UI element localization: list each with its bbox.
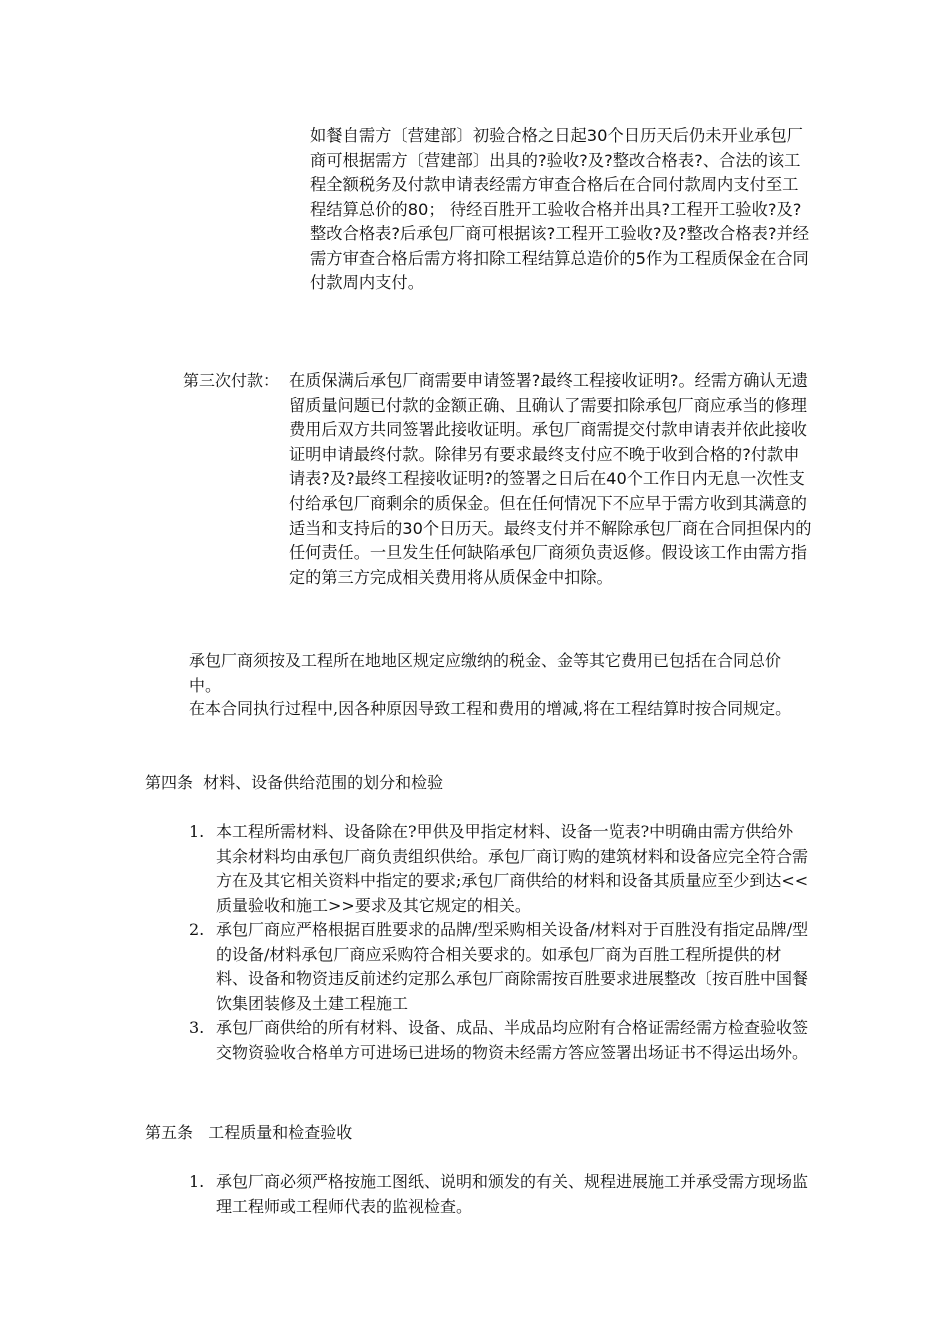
list-item-number: 2. [189, 920, 205, 939]
list-item [189, 1016, 809, 1065]
cost-change-paragraph: 在本合同执行过程中,因各种原因导致工程和费用的增减,将在工程结算时按合同规定。 [189, 699, 792, 718]
list-item [189, 918, 809, 1016]
tax-paragraph: 承包厂商须按及工程所在地地区规定应缴纳的税金、金等其它费用已包括在合同总价中。 [189, 651, 782, 695]
list-item-text: 本工程所需材料、设备除在?甲供及甲指定材料、设备一览表?中明确由需方供给外其余材料均由承包厂商负责组织供给。承包厂商订购的建筑材料和设备应完全符合需方在及其它相关资料中指定的要求;承包厂商供给的材料和设备其质量应至少到达<<质量验收和施工>>要求及其它规定的相关。 [216, 822, 809, 915]
third-payment-clause: 在质保满后承包厂商需要申请签署?最终工程接收证明?。经需方确认无遗留质量问题已付款的金额正确、且确认了需要扣除承包厂商应承当的修理费用后双方共同签署此接收证明。承包厂商需提交付款申请表并依此接收证明申请最终付款。除律另有要求最终支付应不晚于收到合格的?付款申请表?及?最终工程接收证明?的签署之日后在40个工作日内无息一次性支付给承包厂商剩余的质保金。但在任何情况下不应早于需方收到其满意的适当和支持后的30个日历天。最终支付并不解除承包厂商在合同担保内的任何责任。一旦发生任何缺陷承包厂商须负责返修。假设该工作由需方指定的第三方完成相关费用将从质保金中扣除。 [289, 371, 812, 587]
list-item [189, 1170, 809, 1219]
article-5-list [189, 1170, 809, 1219]
list-item [189, 820, 809, 918]
list-item-number: 1. [189, 1172, 205, 1191]
list-item-text: 承包厂商应严格根据百胜要求的品牌/型采购相关设备/材料对于百胜没有指定品牌/型的设备/材料承包厂商应采购符合相关要求的。如承包厂商为百胜工程所提供的材料、设备和物资违反前述约定那么承包厂商除需按百胜要求进展整改〔按百胜中国餐饮集团装修及土建工程施工 [216, 920, 809, 1013]
article-4-heading: 第四条 材料、设备供给范围的划分和检验 [145, 773, 444, 792]
article-4-list [189, 820, 809, 1065]
article-5-heading: 第五条 工程质量和检查验收 [145, 1123, 353, 1142]
list-item-number: 3. [189, 1018, 205, 1037]
first-payment-clause: 如餐自需方〔营建部〕初验合格之日起30个日历天后仍未开业承包厂商可根据需方〔营建部〕出具的?验收?及?整改合格表?、合法的该工程全额税务及付款申请表经需方审查合格后在合同付款周内支付至工程结算总价的80； 待经百胜开工验收合格并出具?工程开工验收?及?整改合格表?后承包厂商可根据该?工程开工验收?及?整改合格表?并经需方审查合格后需方将扣除工程结算总造价的5作为工程质保金在合同付款周内支付。 [310, 126, 810, 292]
list-item-text: 承包厂商必须严格按施工图纸、说明和颁发的有关、规程进展施工并承受需方现场监理工程师或工程师代表的监视检查。 [216, 1172, 809, 1216]
third-payment-label: 第三次付款： [183, 371, 280, 390]
list-item-text: 承包厂商供给的所有材料、设备、成品、半成品均应附有合格证需经需方检查验收签交物资验收合格单方可进场已进场的物资未经需方答应签署出场证书不得运出场外。 [216, 1018, 809, 1062]
list-item-number: 1. [189, 822, 205, 841]
